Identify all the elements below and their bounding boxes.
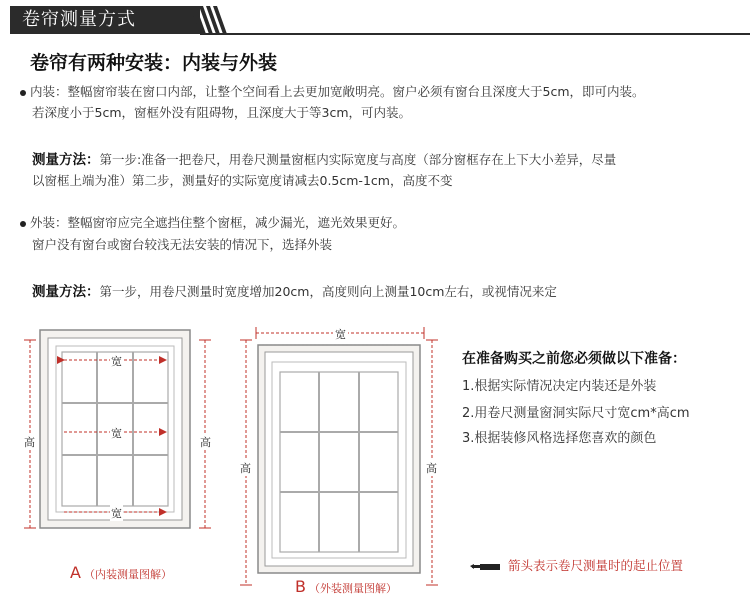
outside-mount-line2: 窗户没有窗台或窗台较浅无法安装的情况下，选择外装: [32, 237, 333, 252]
diagram-b-height-label-left: 高: [240, 462, 251, 475]
diagram-a-height-label-left: 高: [24, 436, 35, 449]
section-title: 卷帘测量方式: [10, 6, 200, 34]
inside-method-line2: 以窗框上端为准）第二步，测量好的实际宽度请减去0.5cm-1cm，高度不变: [32, 173, 453, 188]
preparation-item-1: 1.根据实际情况决定内装还是外装: [462, 379, 657, 394]
pointing-hand-icon: [470, 561, 502, 573]
method-label: 测量方法：: [32, 284, 100, 300]
diagram-a-caption: A （内装测量图解）: [70, 563, 172, 582]
inside-mount-line2: 若深度小于5cm，窗框外没有阻碍物，且深度大于等3cm，可内装。: [32, 105, 412, 120]
diagram-b-window: [258, 345, 420, 573]
diagram-a-width-label-top: 宽: [111, 355, 122, 368]
method-label: 测量方法：: [32, 152, 100, 168]
preparation-item-2: 2.用卷尺测量窗洞实际尺寸宽cm*高cm: [462, 406, 690, 421]
preparation-item-3: 3.根据装修风格选择您喜欢的颜色: [462, 431, 657, 446]
arrow-legend: 箭头表示卷尺测量时的起止位置: [470, 556, 683, 574]
outside-method-line: 测量方法：第一步，用卷尺测量时宽度增加20cm，高度则向上测量10cm左右，或视情况来定: [32, 284, 557, 300]
inside-mount-line1: 内装：整幅窗帘装在窗口内部，让整个空间看上去更加宽敞明亮。窗户必须有窗台且深度大于5cm，即可内装。: [20, 82, 645, 102]
diagram-b-height-label-right: 高: [426, 462, 437, 475]
intro-title: 卷帘有两种安装：内装与外装: [30, 52, 278, 74]
diagram-b-caption: B （外装测量图解）: [295, 577, 397, 596]
diagram-a-height-label-right: 高: [200, 436, 211, 449]
preparation-title: 在准备购买之前您必须做以下准备：: [462, 351, 686, 367]
outside-mount-line1: 外装：整幅窗帘应完全遮挡住整个窗框，减少漏光，遮光效果更好。: [20, 213, 405, 233]
inside-method-line1: 测量方法：第一步:准备一把卷尺，用卷尺测量窗框内实际宽度与高度（部分窗框存在上下大小差异，尽量: [32, 152, 617, 168]
diagram-a-width-label-bottom: 宽: [111, 507, 122, 520]
diagram-a-width-label-middle: 宽: [111, 427, 122, 440]
diagram-b-width-label: 宽: [335, 328, 346, 341]
